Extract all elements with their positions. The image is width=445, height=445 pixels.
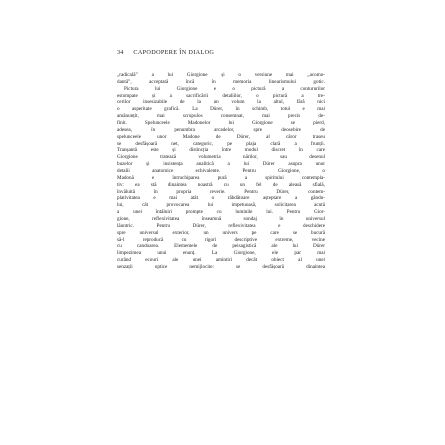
text-line: cerilor insesizabile de la un volum la altul, fără nici [117, 99, 325, 106]
text-line: să-l reproducă cu rigori descriptive extreme, vecine [117, 236, 325, 243]
text-line: lăuntric. Pentru Dürer, reflexivitatea e deschidere [117, 222, 325, 229]
text-line: amănunțit, mai scrupulos consemnat, mai precis de- [117, 113, 325, 120]
body-text [117, 72, 325, 271]
text-line: spre universul exterior, un univers pe care se bucură [117, 229, 325, 236]
text-line: senzații optice nemijlocite: se desfășoară dinaintea [117, 264, 325, 271]
text-line: tiv: ea stă dinaintea noastră cu un fel de aleasă sfială, [117, 181, 325, 188]
text-line: „radicală” a lui Giorgione și o versiune mai „acomo- [117, 72, 325, 78]
text-line: o asperitate grafică. La Dürer, în schimb, totul e mai [117, 106, 325, 113]
text-line: Tranșantă este și distincția între modul discret în care [117, 147, 325, 154]
text-line: spelunceele unor Madone de Dürer, al căror traseu [117, 133, 325, 140]
text-line: buzelor și insistența analitică a lui Dürer asupra unor [117, 161, 325, 168]
text-line: lui, cât provocarea lui impetuoasă, solicitarea acută [117, 202, 325, 209]
text-line: estompate și a sacrificării detaliilor, o pictură a tre- [117, 92, 325, 99]
text-line: Pictura lui Giorgione e o pictură a contururilor [124, 85, 325, 92]
text-line: se desfășoară net, categoric, pe plaja clară a frunții. [117, 140, 325, 147]
text-line: învăluită în propria reverie. Pentru Dürer, contem- [117, 188, 325, 195]
running-head-title: CAPODOPERE ÎN DIALOG [133, 49, 215, 56]
text-line: plativitatea e mai atât o răbdătoare așteptare a gându- [117, 195, 325, 202]
text-line: finit. Spelunceele Madonelor lui Giorgione se pierd, [117, 120, 325, 127]
text-line: a unei întâlniri prompte cu luminile lui. Pentru Gior- [117, 209, 325, 216]
running-header [117, 49, 214, 56]
text-line: gione, reflexivitatea înseamnă sondaj în universul [117, 216, 325, 223]
text-line: Madonă e întruchiparea pură a spiritului contempla- [117, 174, 325, 181]
text-line: dantă”, acceptată încă în memoria linearismului gotic. [117, 78, 325, 85]
text-line: Giorgione tratează volumetria nărilor, sau desenul [117, 154, 325, 161]
page-number: 34 [117, 49, 124, 56]
text-line: detalii anatomice echivalente. Pentru Giorgione, o [117, 168, 325, 175]
text-line: cu candoarea. Elementele de peisagistică ale lui Dürer [117, 243, 325, 250]
text-line: curând ecouri ale unei amintiri decât obiect al unei [117, 257, 325, 264]
text-line: adesea, în penumbra arcadelor, spre deosebire de [117, 126, 325, 133]
text-line: limpezimea unui enunț. La Giorgione, ele par mai [117, 250, 325, 257]
